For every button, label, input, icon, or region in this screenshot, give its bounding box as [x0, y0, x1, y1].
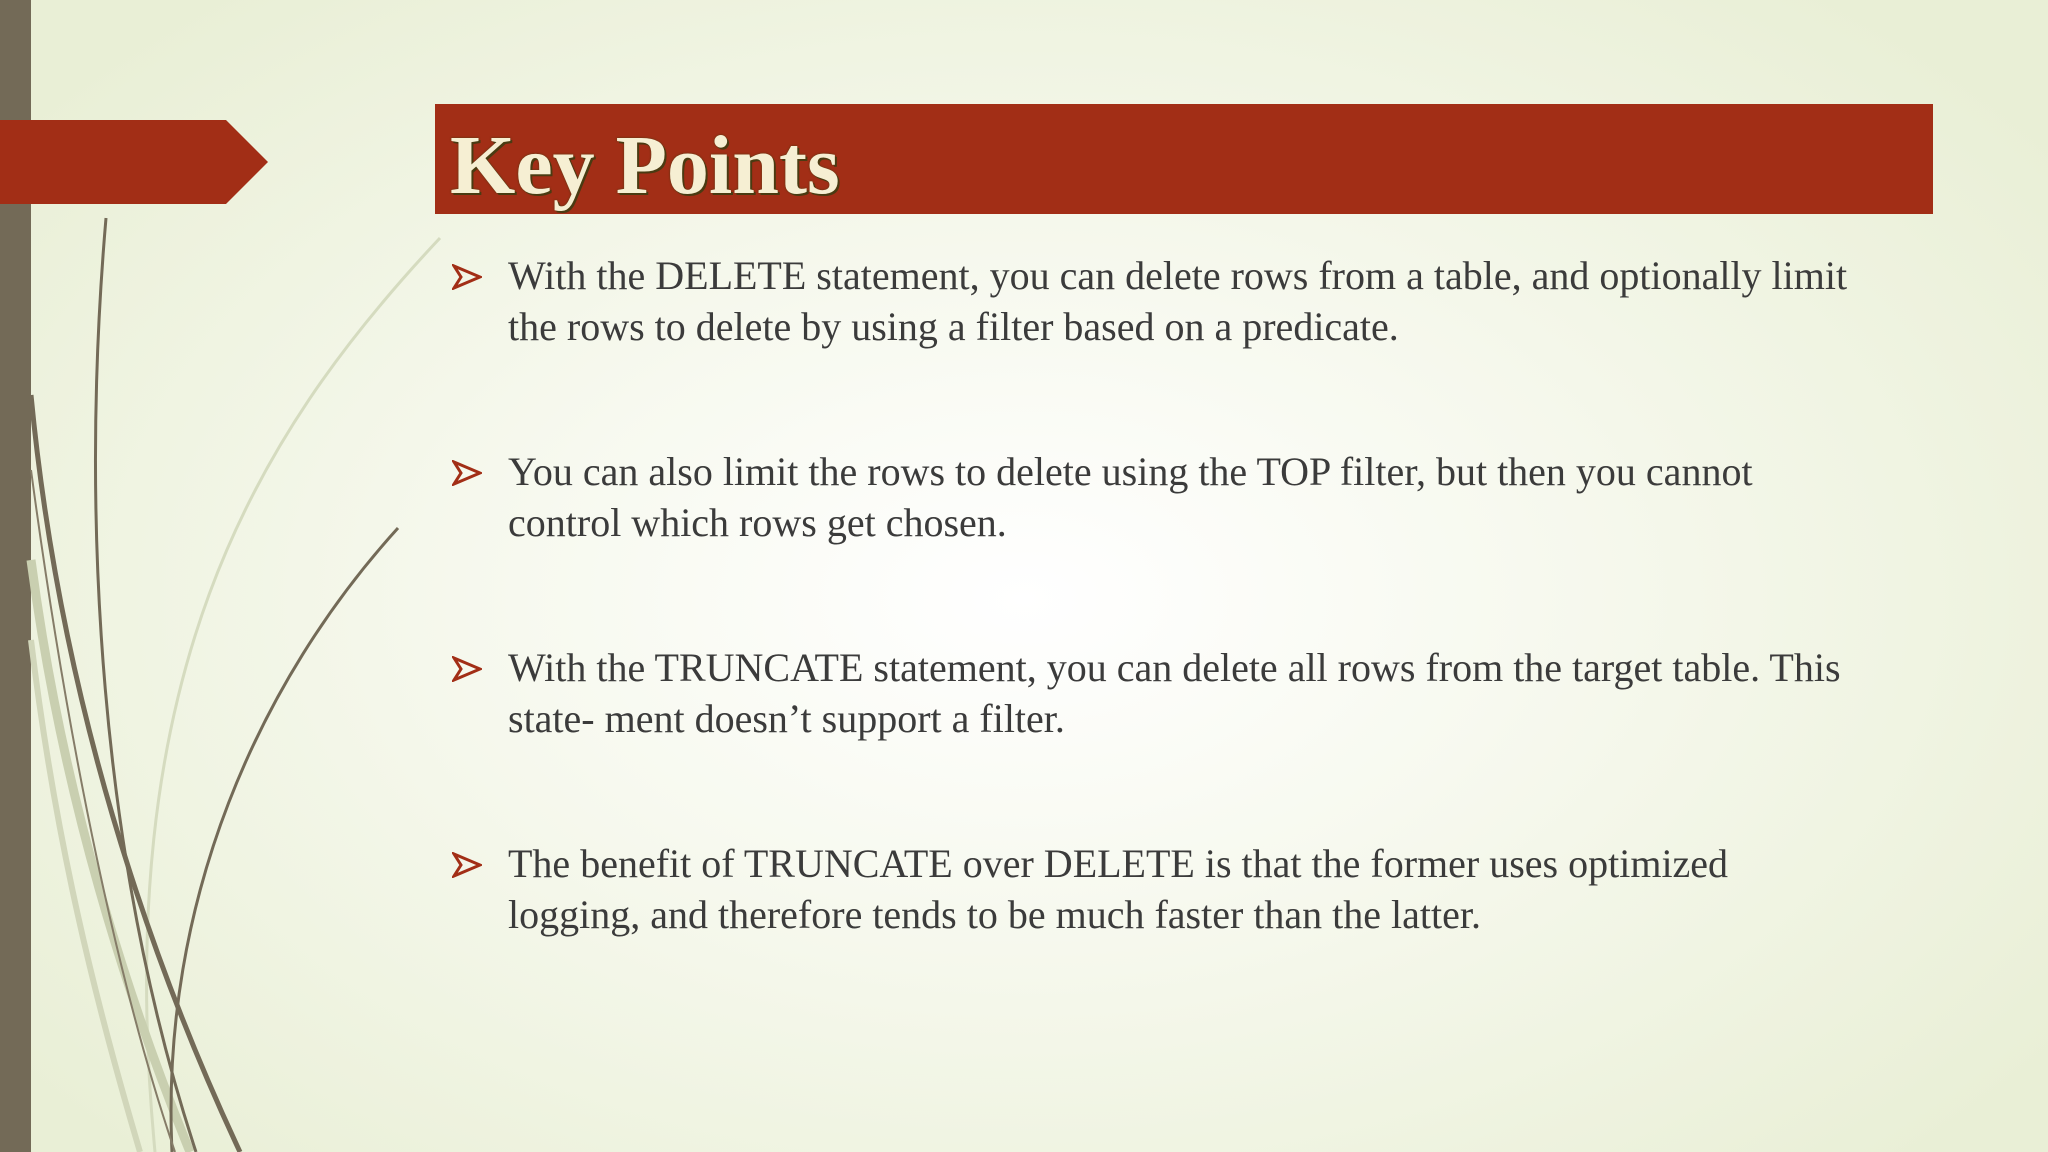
- arrow-bullet-icon: [452, 656, 482, 682]
- bullet-list: [450, 250, 1870, 1034]
- curve-dark-4: [31, 470, 175, 1152]
- red-pentagon-arrow: [0, 120, 268, 204]
- bullet-item: [450, 446, 1870, 548]
- curve-pale-2: [31, 560, 190, 1152]
- curve-dark-2: [31, 395, 240, 1152]
- bullet-text: You can also limit the rows to delete using the TOP filter, but then you cannot control which rows get chosen.: [508, 449, 1753, 545]
- bullet-text: With the DELETE statement, you can delete rows from a table, and optionally limit the rows to delete by using a filter based on a predicate.: [508, 253, 1848, 349]
- slide-title: Key Points: [450, 119, 840, 212]
- arrow-bullet-icon: [452, 460, 482, 486]
- arrow-bullet-icon: [452, 852, 482, 878]
- arrow-bullet-icon: [452, 264, 482, 290]
- curve-pale-1: [147, 238, 440, 1152]
- bullet-item: [450, 250, 1870, 352]
- left-accent-bar: [0, 0, 31, 1152]
- curve-pale-3: [31, 640, 140, 1152]
- bullet-item: [450, 838, 1870, 940]
- bullet-item: [450, 642, 1870, 744]
- curve-dark-3: [171, 528, 398, 1152]
- curve-dark-1: [96, 218, 196, 1152]
- bullet-text: The benefit of TRUNCATE over DELETE is that the former uses optimized logging, and therefore tends to be much faster than the latter.: [508, 841, 1729, 937]
- bullet-text: With the TRUNCATE statement, you can delete all rows from the target table. This state- ment doesn’t support a filter.: [508, 645, 1841, 741]
